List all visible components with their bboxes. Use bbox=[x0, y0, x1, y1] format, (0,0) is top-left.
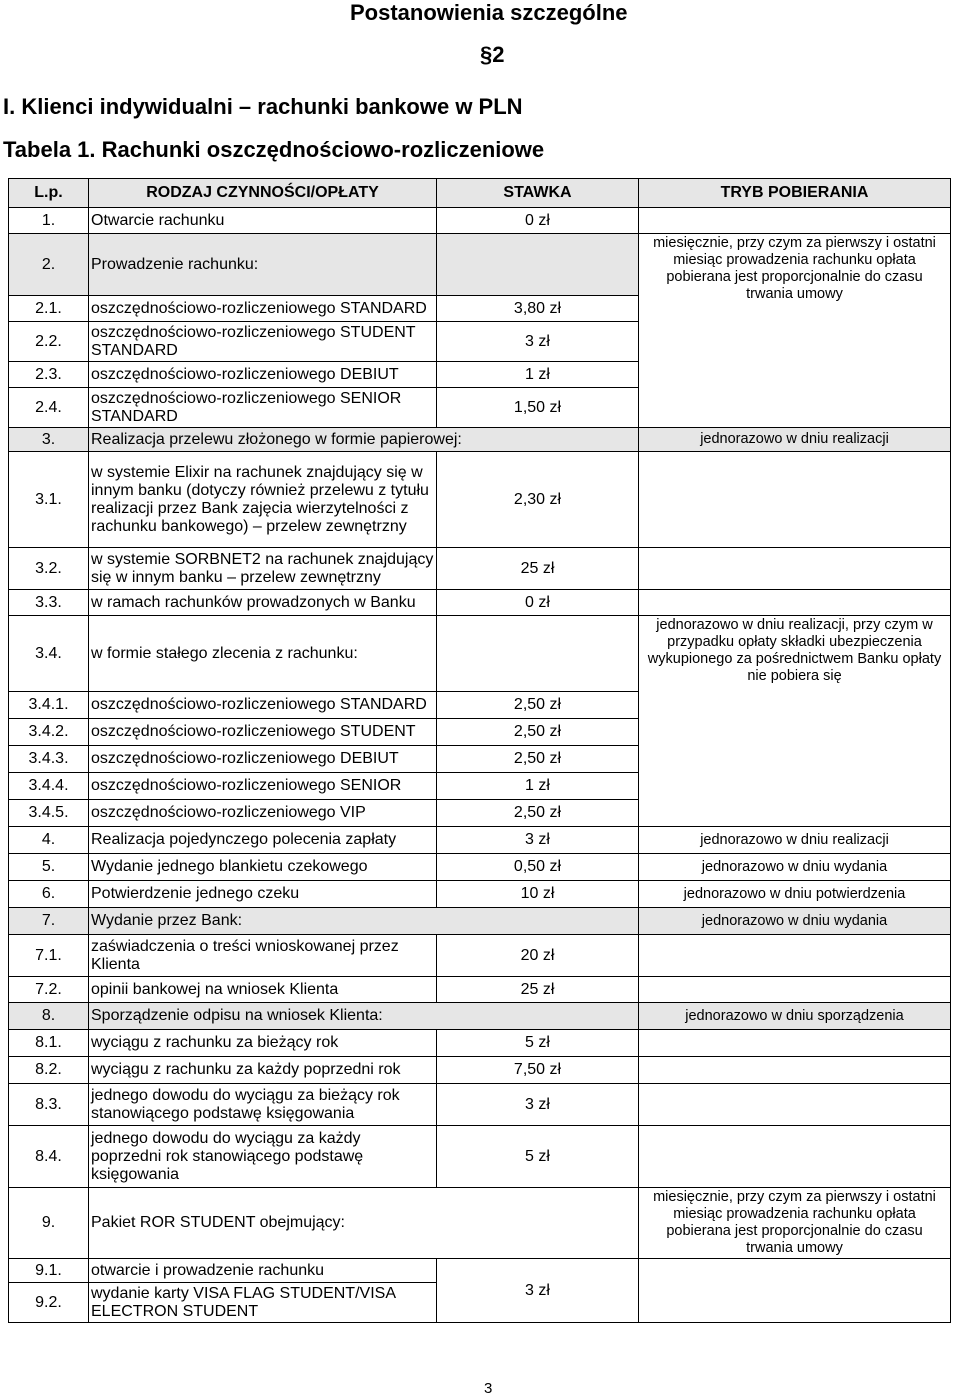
section-title: I. Klienci indywidualni – rachunki bankowe w PLN bbox=[3, 94, 523, 119]
document-heading: Postanowienia szczególne bbox=[350, 0, 628, 25]
row-rate: 25 zł bbox=[437, 548, 639, 590]
row-lp: 8.2. bbox=[9, 1057, 89, 1084]
row-rate bbox=[437, 616, 639, 692]
row-rate: 2,50 zł bbox=[437, 692, 639, 719]
row-name: wyciągu z rachunku za każdy poprzedni rok bbox=[89, 1057, 437, 1084]
row-lp: 3.4.3. bbox=[9, 746, 89, 773]
row-lp: 3.4.2. bbox=[9, 719, 89, 746]
row-name: w systemie Elixir na rachunek znajdujący się w innym banku (dotyczy również przelewu z tytułu realizacji przez Bank zajęcia wierzytelności z rachunku bankowego) – przelew zewnętrzny bbox=[89, 452, 437, 548]
table-row bbox=[9, 977, 951, 1003]
table-row bbox=[9, 1188, 951, 1259]
table-row bbox=[9, 1084, 951, 1126]
row-mode-empty bbox=[639, 1057, 951, 1084]
row-rate: 5 zł bbox=[437, 1126, 639, 1188]
row-lp: 7. bbox=[9, 908, 89, 935]
table-row bbox=[9, 854, 951, 881]
table-row bbox=[9, 616, 951, 692]
row-lp: 3.4.1. bbox=[9, 692, 89, 719]
table-row bbox=[9, 590, 951, 616]
row-name: oszczędnościowo-rozliczeniowego SENIOR bbox=[89, 773, 437, 800]
row-rate: 0 zł bbox=[437, 590, 639, 616]
row-lp: 9.1. bbox=[9, 1259, 89, 1283]
row-rate: 3 zł bbox=[437, 1084, 639, 1126]
row-name: oszczędnościowo-rozliczeniowego DEBIUT bbox=[89, 362, 437, 388]
row-lp: 8.1. bbox=[9, 1030, 89, 1057]
row-mode: jednorazowo w dniu realizacji bbox=[639, 428, 951, 452]
row-name: Prowadzenie rachunku: bbox=[89, 234, 437, 296]
row-name: oszczędnościowo-rozliczeniowego STANDARD bbox=[89, 692, 437, 719]
row-lp: 3.4.4. bbox=[9, 773, 89, 800]
row-lp: 3.2. bbox=[9, 548, 89, 590]
column-header-lp: L.p. bbox=[9, 179, 89, 208]
row-name: jednego dowodu do wyciągu za bieżący rok stanowiącego podstawę księgowania bbox=[89, 1084, 437, 1126]
row-name: Wydanie przez Bank: bbox=[89, 908, 639, 935]
row-mode-empty bbox=[639, 1030, 951, 1057]
row-rate: 0 zł bbox=[437, 208, 639, 234]
row-rate bbox=[437, 234, 639, 296]
row-mode-empty bbox=[639, 548, 951, 590]
table-row bbox=[9, 1057, 951, 1084]
row-mode: jednorazowo w dniu wydania bbox=[639, 854, 951, 881]
row-mode-empty bbox=[639, 590, 951, 616]
row-lp: 2.1. bbox=[9, 296, 89, 322]
row-rate: 10 zł bbox=[437, 881, 639, 908]
page-number: 3 bbox=[484, 1380, 493, 1397]
row-rate: 2,30 zł bbox=[437, 452, 639, 548]
row-rate: 3 zł bbox=[437, 322, 639, 362]
row-mode-empty bbox=[639, 452, 951, 548]
row-lp: 9.2. bbox=[9, 1283, 89, 1323]
row-name: oszczędnościowo-rozliczeniowego STUDENT STANDARD bbox=[89, 322, 437, 362]
row-lp: 3. bbox=[9, 428, 89, 452]
row-lp: 7.2. bbox=[9, 977, 89, 1003]
row-lp: 1. bbox=[9, 208, 89, 234]
fees-table bbox=[8, 178, 951, 1323]
row-name: Pakiet ROR STUDENT obejmujący: bbox=[89, 1188, 639, 1259]
row-lp: 2.2. bbox=[9, 322, 89, 362]
row-name: Wydanie jednego blankietu czekowego bbox=[89, 854, 437, 881]
row-rate: 2,50 zł bbox=[437, 719, 639, 746]
row-name: w systemie SORBNET2 na rachunek znajdujący się w innym banku – przelew zewnętrzny bbox=[89, 548, 437, 590]
row-name: oszczędnościowo-rozliczeniowego DEBIUT bbox=[89, 746, 437, 773]
row-name: oszczędnościowo-rozliczeniowego VIP bbox=[89, 800, 437, 827]
table-row bbox=[9, 1259, 951, 1283]
row-lp: 3.4. bbox=[9, 616, 89, 692]
table-row bbox=[9, 935, 951, 977]
row-mode-empty bbox=[639, 1126, 951, 1188]
row-name: wyciągu z rachunku za bieżący rok bbox=[89, 1030, 437, 1057]
row-lp: 5. bbox=[9, 854, 89, 881]
row-rate: 3 zł bbox=[437, 1259, 639, 1323]
row-name: jednego dowodu do wyciągu za każdy poprzedni rok stanowiącego podstawę księgowania bbox=[89, 1126, 437, 1188]
row-rate: 7,50 zł bbox=[437, 1057, 639, 1084]
row-lp: 3.1. bbox=[9, 452, 89, 548]
table-row bbox=[9, 908, 951, 935]
row-name: Potwierdzenie jednego czeku bbox=[89, 881, 437, 908]
row-lp: 2.3. bbox=[9, 362, 89, 388]
row-mode: jednorazowo w dniu realizacji bbox=[639, 827, 951, 854]
row-name: wydanie karty VISA FLAG STUDENT/VISA ELECTRON STUDENT bbox=[89, 1283, 437, 1323]
row-name: Realizacja pojedynczego polecenia zapłaty bbox=[89, 827, 437, 854]
row-lp: 6. bbox=[9, 881, 89, 908]
row-mode: miesięcznie, przy czym za pierwszy i ostatni miesiąc prowadzenia rachunku opłata pobierana jest proporcjonalnie do czasu trwania umowy bbox=[639, 1188, 951, 1259]
table-row bbox=[9, 881, 951, 908]
row-rate: 25 zł bbox=[437, 977, 639, 1003]
row-mode-empty bbox=[639, 1259, 951, 1323]
row-rate: 3 zł bbox=[437, 827, 639, 854]
row-rate: 1 zł bbox=[437, 773, 639, 800]
row-lp: 8. bbox=[9, 1003, 89, 1030]
row-name: zaświadczenia o treści wnioskowanej przez Klienta bbox=[89, 935, 437, 977]
table-title: Tabela 1. Rachunki oszczędnościowo-rozliczeniowe bbox=[3, 137, 545, 162]
table-header-row bbox=[9, 179, 951, 208]
row-mode: jednorazowo w dniu potwierdzenia bbox=[639, 881, 951, 908]
column-header-rate: STAWKA bbox=[437, 179, 639, 208]
row-name: w ramach rachunków prowadzonych w Banku bbox=[89, 590, 437, 616]
row-name: w formie stałego zlecenia z rachunku: bbox=[89, 616, 437, 692]
row-rate: 5 zł bbox=[437, 1030, 639, 1057]
row-lp: 8.3. bbox=[9, 1084, 89, 1126]
table-row bbox=[9, 428, 951, 452]
row-mode-empty bbox=[639, 208, 951, 234]
table-row bbox=[9, 452, 951, 548]
table-row bbox=[9, 1003, 951, 1030]
row-mode: jednorazowo w dniu realizacji, przy czym w przypadku opłaty składki ubezpieczenia wykupionego za pośrednictwem Banku opłaty nie pobiera się bbox=[639, 616, 951, 827]
column-header-mode: TRYB POBIERANIA bbox=[639, 179, 951, 208]
row-rate: 20 zł bbox=[437, 935, 639, 977]
row-rate: 2,50 zł bbox=[437, 746, 639, 773]
row-lp: 3.3. bbox=[9, 590, 89, 616]
column-header-name: RODZAJ CZYNNOŚCI/OPŁATY bbox=[89, 179, 437, 208]
row-lp: 3.4.5. bbox=[9, 800, 89, 827]
row-name: Realizacja przelewu złożonego w formie papierowej: bbox=[89, 428, 639, 452]
table-row bbox=[9, 1030, 951, 1057]
row-lp: 2.4. bbox=[9, 388, 89, 428]
row-rate: 1 zł bbox=[437, 362, 639, 388]
paragraph-number: §2 bbox=[480, 42, 505, 67]
row-lp: 4. bbox=[9, 827, 89, 854]
table-row bbox=[9, 1126, 951, 1188]
row-name: oszczędnościowo-rozliczeniowego SENIOR STANDARD bbox=[89, 388, 437, 428]
row-lp: 9. bbox=[9, 1188, 89, 1259]
row-mode-empty bbox=[639, 977, 951, 1003]
table-row bbox=[9, 234, 951, 296]
table-row bbox=[9, 208, 951, 234]
row-lp: 2. bbox=[9, 234, 89, 296]
table-row bbox=[9, 827, 951, 854]
row-mode: jednorazowo w dniu sporządzenia bbox=[639, 1003, 951, 1030]
row-mode-empty bbox=[639, 935, 951, 977]
row-name: Sporządzenie odpisu na wniosek Klienta: bbox=[89, 1003, 639, 1030]
row-lp: 7.1. bbox=[9, 935, 89, 977]
row-lp: 8.4. bbox=[9, 1126, 89, 1188]
row-name: Otwarcie rachunku bbox=[89, 208, 437, 234]
row-rate: 1,50 zł bbox=[437, 388, 639, 428]
row-name: oszczędnościowo-rozliczeniowego STANDARD bbox=[89, 296, 437, 322]
row-rate: 3,80 zł bbox=[437, 296, 639, 322]
row-name: otwarcie i prowadzenie rachunku bbox=[89, 1259, 437, 1283]
row-rate: 0,50 zł bbox=[437, 854, 639, 881]
row-mode-empty bbox=[639, 1084, 951, 1126]
table-row bbox=[9, 548, 951, 590]
row-rate: 2,50 zł bbox=[437, 800, 639, 827]
row-mode: miesięcznie, przy czym za pierwszy i ostatni miesiąc prowadzenia rachunku opłata pobierana jest proporcjonalnie do czasu trwania umowy bbox=[639, 234, 951, 428]
row-name: opinii bankowej na wniosek Klienta bbox=[89, 977, 437, 1003]
row-name: oszczędnościowo-rozliczeniowego STUDENT bbox=[89, 719, 437, 746]
row-mode: jednorazowo w dniu wydania bbox=[639, 908, 951, 935]
